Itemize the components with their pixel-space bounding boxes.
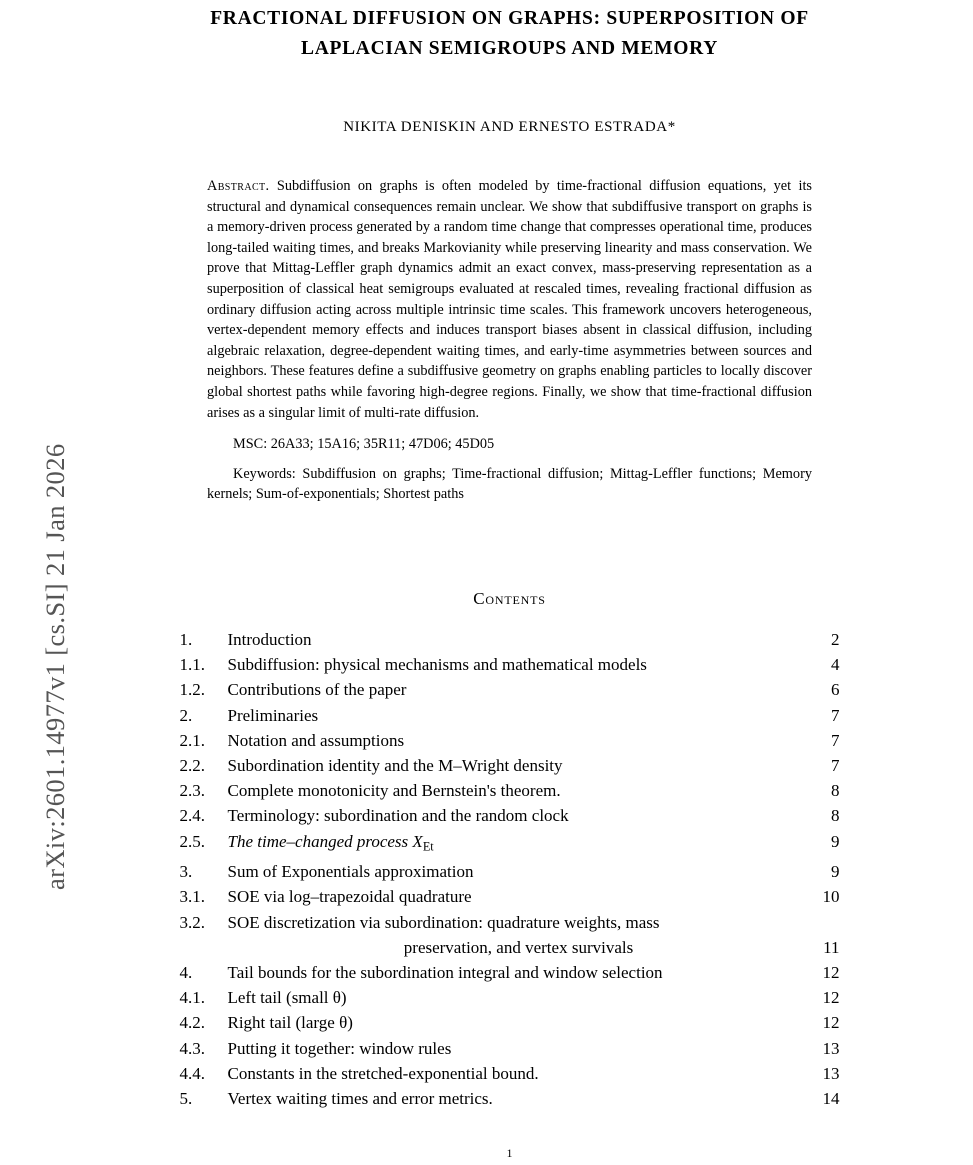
toc-entry[interactable]	[180, 778, 840, 803]
toc-entry[interactable]	[180, 627, 840, 652]
abstract-paragraph	[207, 176, 812, 423]
toc-entry[interactable]	[180, 985, 840, 1010]
toc-label: Sum of Exponentials approximation	[227, 862, 474, 882]
toc-number: 3.2.	[179, 912, 205, 932]
toc-entry[interactable]	[180, 753, 840, 778]
toc-number: 5.	[179, 1088, 193, 1108]
toc-page: 12	[822, 988, 840, 1008]
toc-entry[interactable]	[180, 703, 840, 728]
toc-number: 2.5.	[179, 831, 205, 851]
toc-label: Notation and assumptions	[227, 730, 405, 750]
toc-page: 7	[831, 705, 840, 725]
toc-page: 7	[831, 730, 840, 750]
title-line-2: LAPLACIAN SEMIGROUPS AND MEMORY	[301, 38, 718, 59]
toc-number: 4.3.	[179, 1038, 205, 1058]
toc-page: 10	[822, 887, 840, 907]
toc-label-subscript-2: t	[430, 838, 434, 853]
page-folio: 1	[506, 1146, 513, 1160]
toc-page: 4	[831, 655, 840, 675]
toc-number: 3.	[179, 862, 193, 882]
toc-label: SOE via log–trapezoidal quadrature	[227, 887, 472, 907]
toc-entry[interactable]	[180, 1086, 840, 1111]
toc-number: 2.2.	[179, 755, 205, 775]
toc-entry[interactable]	[180, 960, 840, 985]
toc-number: 4.4.	[179, 1063, 205, 1083]
toc-page: 13	[822, 1038, 840, 1058]
toc-page: 9	[831, 831, 840, 851]
toc-number: 2.	[179, 705, 193, 725]
toc-entry[interactable]	[180, 910, 840, 935]
toc-entry[interactable]	[180, 803, 840, 828]
toc-entry[interactable]	[180, 884, 840, 909]
paper-page	[46, 0, 973, 1165]
toc-label: Subordination identity and the M–Wright density	[227, 755, 563, 775]
toc-entry[interactable]	[180, 1010, 840, 1035]
toc-number: 4.	[179, 962, 193, 982]
toc-entry[interactable]	[180, 652, 840, 677]
toc-number: 2.3.	[179, 781, 205, 801]
toc-page: 11	[823, 937, 840, 957]
toc-number: 4.2.	[179, 1013, 205, 1033]
author-list: NIKITA DENISKIN AND ERNESTO ESTRADA*	[343, 119, 676, 135]
toc-page: 2	[831, 629, 840, 649]
contents-heading: Contents	[473, 588, 546, 608]
title-line-1: FRACTIONAL DIFFUSION ON GRAPHS: SUPERPOSITION OF	[210, 8, 809, 29]
toc-entry[interactable]	[180, 677, 840, 702]
toc-label: SOE discretization via subordination: quadrature weights, mass	[227, 912, 660, 932]
msc-line: MSC: 26A33; 15A16; 35R11; 47D06; 45D05	[233, 436, 495, 453]
toc-label: Vertex waiting times and error metrics.	[227, 1088, 493, 1108]
toc-number: 2.1.	[179, 730, 205, 750]
toc-number: 2.4.	[179, 806, 205, 826]
toc-entry[interactable]	[180, 1061, 840, 1086]
toc-page: 13	[822, 1063, 840, 1083]
page-title	[130, 0, 890, 64]
toc-label: Subdiffusion: physical mechanisms and mathematical models	[227, 655, 647, 675]
toc-entry[interactable]	[180, 829, 840, 860]
toc-page: 12	[822, 1013, 840, 1033]
toc-entry[interactable]	[180, 859, 840, 884]
toc-label: Left tail (small θ)	[227, 988, 347, 1008]
toc-label-subscript: E	[422, 838, 431, 853]
toc-label	[228, 829, 810, 860]
toc-entry[interactable]	[180, 1036, 840, 1061]
toc-page: 6	[831, 680, 840, 700]
toc-label: Complete monotonicity and Bernstein's theorem.	[227, 781, 561, 801]
toc-page: 8	[831, 806, 840, 826]
toc-number: 1.	[179, 629, 193, 649]
toc-page: 12	[822, 962, 840, 982]
toc-page: 14	[822, 1088, 840, 1108]
toc-label: Contributions of the paper	[227, 680, 407, 700]
arxiv-identifier: arXiv:2601.14977v1 [cs.SI] 21 Jan 2026	[40, 443, 70, 890]
toc-label: Constants in the stretched-exponential bound.	[227, 1063, 539, 1083]
toc-number: 3.1.	[179, 887, 205, 907]
toc-label: Putting it together: window rules	[227, 1038, 452, 1058]
abstract-text: Subdiffusion on graphs is often modeled by time-fractional diffusion equations, yet its structural and dynamical consequences remain unclear. We show that subdiffusive transport on graphs is a memory-driven process generated by a random time change that compresses operational time, produces long-tailed waiting times, and breaks Markovianity while preserving linearity and mass conservation. We prove that Mittag-Leffler graph dynamics admit an exact convex, mass-preserving representation as a superposition of classical heat semigroups evaluated at rescaled times, revealing fractional diffusion as ordinary diffusion acting across multiple intrinsic time scales. This framework uncovers heterogeneous, vertex-dependent memory effects and induces transport biases absent in classical diffusion, including algebraic relaxation, degree-dependent waiting times, and early-time asymmetries between sources and neighbors. These features define a subdiffusive geometry on graphs enabling particles to locally discover global shortest paths while favoring high-degree regions. Finally, we show that time-fractional diffusion arises as a singular limit of multi-rate diffusion.	[207, 178, 813, 421]
toc-label: Right tail (large θ)	[227, 1013, 353, 1033]
arxiv-stamp	[0, 0, 70, 1165]
toc-page: 7	[831, 755, 840, 775]
toc-number: 1.2.	[179, 680, 205, 700]
abstract-section	[207, 136, 812, 505]
toc-label: Introduction	[227, 629, 312, 649]
toc-label-continued: preservation, and vertex survivals	[403, 937, 634, 957]
toc-label: Preliminaries	[227, 705, 319, 725]
toc-label: Tail bounds for the subordination integral and window selection	[227, 962, 663, 982]
toc-entry[interactable]	[180, 728, 840, 753]
toc-page: 8	[831, 781, 840, 801]
keywords-line: Keywords: Subdiffusion on graphs; Time-fractional diffusion; Mittag-Leffler functions; Memory kernels; Sum-of-exponentials; Shortest paths	[207, 465, 812, 503]
toc-entry-continuation[interactable]	[180, 935, 840, 960]
toc-label: Terminology: subordination and the random clock	[227, 806, 569, 826]
toc-page: 9	[831, 862, 840, 882]
table-of-contents	[180, 627, 840, 1111]
toc-label-text: The time–changed process X	[227, 831, 423, 851]
toc-number: 4.1.	[179, 988, 205, 1008]
abstract-heading: Abstract.	[207, 178, 270, 194]
toc-number: 1.1.	[179, 655, 205, 675]
